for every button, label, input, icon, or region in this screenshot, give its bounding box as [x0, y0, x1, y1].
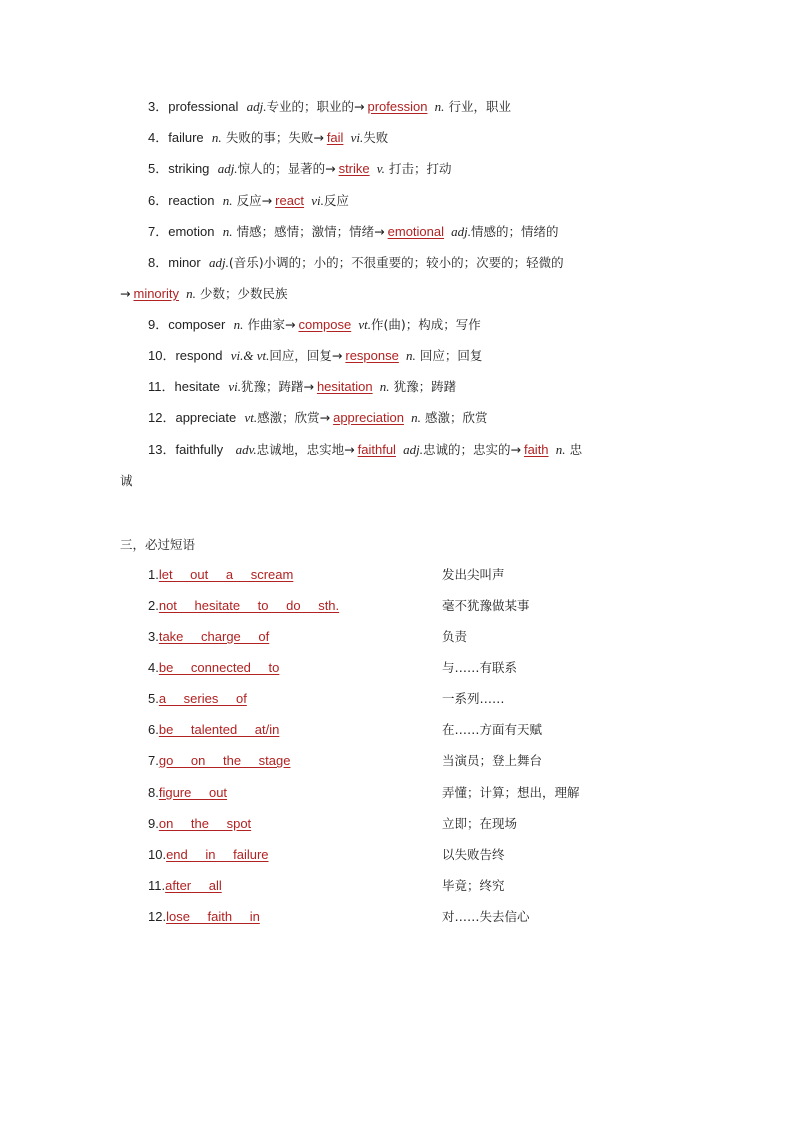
vocab-pos2: vt.: [358, 317, 371, 332]
phrase-meaning: 一系列……: [442, 691, 505, 706]
phrase-row: [148, 659, 708, 677]
vocab-meaning2: 失败: [363, 130, 389, 145]
phrase-answer: be talented at/in: [158, 722, 280, 737]
phrase-en: [148, 784, 227, 802]
vocab-pos: adj.: [217, 161, 238, 176]
vocab-word: minor: [168, 255, 201, 270]
vocab-pos2: v.: [376, 161, 385, 176]
phrase-answer: after all: [165, 878, 222, 893]
phrase-answer: on the spot: [158, 816, 252, 831]
vocab-number: 10．: [148, 348, 176, 363]
phrase-number: 2.: [148, 598, 159, 613]
vocab-meaning: 情感；感情；激情；情绪: [236, 224, 375, 239]
vocab-line-3: [148, 98, 511, 117]
vocab-pos: n.: [233, 317, 244, 332]
vocab-meaning2: 情感的；情绪的: [471, 224, 559, 239]
vocab-line-12: [148, 409, 487, 428]
arrow-icon: →: [319, 410, 331, 425]
vocab-pos: adj.: [246, 99, 267, 114]
vocab-meaning2: 反应: [323, 193, 349, 208]
arrow-icon: →: [331, 348, 343, 363]
phrase-en: [148, 877, 222, 895]
phrase-number: 10.: [148, 847, 167, 862]
vocab-answer: minority: [133, 286, 179, 301]
phrase-answer: let out a scream: [158, 567, 294, 582]
phrase-answer: end in failure: [166, 847, 269, 862]
phrase-en: [148, 566, 293, 584]
vocab-meaning: 专业的；职业的: [266, 99, 354, 114]
phrase-meaning: 对……失去信心: [442, 909, 530, 924]
vocab-meaning2: 回应；回复: [419, 348, 483, 363]
phrase-en: [148, 597, 339, 615]
phrase-answer: not hesitate to do sth.: [158, 598, 340, 613]
vocab-line-9: [148, 316, 481, 335]
phrase-meaning: 与……有联系: [442, 660, 518, 675]
vocab-number: 6．: [148, 193, 169, 208]
phrase-en: [148, 690, 247, 708]
vocab-pos: n.: [222, 224, 233, 239]
phrase-en: [148, 815, 251, 833]
vocab-number: 9．: [148, 317, 169, 332]
vocab-pos: vi.& vt.: [230, 348, 270, 363]
vocab-answer: profession: [367, 99, 428, 114]
vocab-line-5: [148, 160, 451, 179]
arrow-icon: →: [325, 161, 336, 176]
phrase-row: [148, 846, 708, 864]
phrase-meaning: 当演员；登上舞台: [442, 753, 543, 768]
phrase-row: [148, 721, 708, 739]
vocab-meaning: 反应: [236, 193, 262, 208]
phrase-meaning: 在……方面有天赋: [442, 722, 543, 737]
vocab-meaning2: 犹豫；踌躇: [393, 379, 457, 394]
vocab-line-4: [148, 129, 388, 148]
vocab-number: 3．: [148, 99, 169, 114]
vocab-line-13-continued: [120, 472, 133, 491]
phrase-meaning: 毫不犹豫做某事: [442, 598, 530, 613]
vocab-answer: fail: [326, 130, 344, 145]
vocab-meaning2: 感激；欣赏: [424, 410, 488, 425]
phrase-number: 4.: [148, 660, 159, 675]
vocab-line-8-continued: [120, 285, 288, 304]
vocab-word: faithfully: [175, 442, 224, 457]
phrase-answer: a series of: [158, 691, 247, 706]
vocab-word: emotion: [168, 224, 215, 239]
phrase-number: 7.: [148, 753, 159, 768]
phrase-en: [148, 628, 269, 646]
vocab-meaning: 作曲家: [247, 317, 285, 332]
phrase-row: [148, 690, 708, 708]
phrase-meaning: 毕竟；终究: [442, 878, 505, 893]
vocab-answer: faithful: [357, 442, 396, 457]
vocab-answer: emotional: [387, 224, 445, 239]
phrase-number: 9.: [148, 816, 159, 831]
phrase-number: 3.: [148, 629, 159, 644]
vocab-answer: response: [345, 348, 399, 363]
phrase-row: [148, 628, 708, 646]
vocab-line-7: [148, 223, 559, 242]
phrase-meaning: 以失败告终: [442, 847, 505, 862]
vocab-meaning: 犹豫；踌躇: [240, 379, 304, 394]
phrase-row: [148, 784, 708, 802]
vocab-pos2: vi.: [311, 193, 324, 208]
phrase-meaning: 发出尖叫声: [442, 567, 505, 582]
vocab-pos2: n.: [434, 99, 445, 114]
vocab-meaning3: 忠: [569, 442, 583, 457]
phrase-en: [148, 659, 279, 677]
phrase-en: [148, 846, 269, 864]
phrase-answer: lose faith in: [166, 909, 260, 924]
vocab-meaning-continued: 诚: [120, 473, 133, 488]
vocab-meaning: 回应，回复: [269, 348, 332, 363]
vocab-meaning2: 忠诚的；忠实的: [422, 442, 511, 457]
phrase-number: 11.: [148, 878, 166, 893]
arrow-icon: →: [261, 193, 273, 208]
vocab-pos2: n.: [405, 348, 416, 363]
phrase-en: [148, 908, 260, 926]
vocab-answer-2: faith: [523, 442, 549, 457]
vocab-answer: react: [275, 193, 305, 208]
vocab-word: hesitate: [174, 379, 221, 394]
vocab-pos2: vi.: [350, 130, 364, 145]
phrase-meaning: 立即；在现场: [442, 816, 518, 831]
arrow-icon: →: [284, 317, 296, 332]
vocab-pos2: n.: [411, 410, 421, 425]
vocab-line-8: [148, 254, 564, 273]
arrow-icon: →: [303, 379, 314, 394]
vocab-number: 12．: [148, 410, 176, 425]
arrow-icon: →: [120, 286, 131, 301]
phrase-answer: be connected to: [158, 660, 280, 675]
vocab-meaning2: 少数；少数民族: [200, 286, 288, 301]
phrase-en: [148, 721, 279, 739]
vocab-number: 13．: [148, 442, 176, 457]
vocab-meaning: 惊人的；显著的: [237, 161, 326, 176]
vocab-number: 5．: [148, 161, 169, 176]
vocab-meaning: (音乐)小调的；小的；不很重要的；较小的；次要的；轻微的: [228, 255, 564, 270]
vocab-pos: n.: [211, 130, 222, 145]
vocab-line-6: [148, 192, 349, 211]
vocab-number: 11．: [148, 379, 175, 394]
vocab-word: professional: [168, 99, 239, 114]
vocab-word: appreciate: [175, 410, 237, 425]
phrase-row: [148, 908, 708, 926]
vocab-answer: compose: [298, 317, 352, 332]
phrase-row: [148, 815, 708, 833]
vocab-pos: n.: [222, 193, 233, 208]
phrase-row: [148, 566, 708, 584]
section-title: 三，必过短语: [120, 537, 196, 552]
phrase-number: 8.: [148, 785, 159, 800]
phrase-number: 6.: [148, 722, 159, 737]
vocab-pos2: adj.: [403, 442, 423, 457]
vocab-pos3: n.: [555, 442, 566, 457]
vocab-pos: vi.: [228, 379, 241, 394]
phrase-meaning: 弄懂；计算；想出，理解: [442, 785, 580, 800]
vocab-word: failure: [168, 130, 204, 145]
vocab-meaning: 忠诚地，忠实地: [256, 442, 345, 457]
vocab-meaning2: 打击；打动: [388, 161, 452, 176]
phrase-row: [148, 877, 708, 895]
phrase-meaning: 负责: [442, 629, 468, 644]
vocab-meaning: 感激；欣赏: [257, 410, 320, 425]
phrase-row: [148, 752, 708, 770]
phrase-number: 1.: [148, 567, 159, 582]
phrase-answer: go on the stage: [158, 753, 291, 768]
vocab-pos: adj.: [209, 255, 229, 270]
vocab-answer: strike: [338, 161, 370, 176]
phrase-en: [148, 752, 290, 770]
vocab-line-13: [148, 441, 582, 460]
vocab-answer: hesitation: [316, 379, 373, 394]
vocab-pos2: n.: [186, 286, 196, 301]
vocab-word: reaction: [168, 193, 215, 208]
vocab-number: 8．: [148, 255, 169, 270]
arrow-icon: →: [313, 130, 324, 145]
arrow-icon: →: [344, 442, 355, 457]
phrase-number: 12.: [148, 909, 167, 924]
vocab-line-11: [148, 378, 456, 397]
vocab-pos2: adj.: [451, 224, 472, 239]
vocab-number: 7．: [148, 224, 169, 239]
vocab-number: 4．: [148, 130, 169, 145]
vocab-word: striking: [168, 161, 210, 176]
vocab-meaning: 失败的事；失败: [225, 130, 314, 145]
arrow-icon: →: [374, 224, 385, 239]
vocab-meaning2: 行业，职业: [448, 99, 512, 114]
phrase-answer: figure out: [158, 785, 228, 800]
arrow-icon: →: [354, 99, 365, 114]
vocab-pos: vt.: [244, 410, 258, 425]
vocab-meaning2: 作(曲)；构成；写作: [371, 317, 481, 332]
vocab-word: composer: [168, 317, 226, 332]
phrase-row: [148, 597, 708, 615]
vocab-answer: appreciation: [333, 410, 404, 425]
vocab-pos2: n.: [379, 379, 390, 394]
vocab-word: respond: [175, 348, 223, 363]
vocab-line-10: [148, 347, 482, 366]
phrase-answer: take charge of: [158, 629, 270, 644]
arrow-icon: →: [510, 442, 521, 457]
phrase-number: 5.: [148, 691, 159, 706]
vocab-pos: adv.: [235, 442, 257, 457]
